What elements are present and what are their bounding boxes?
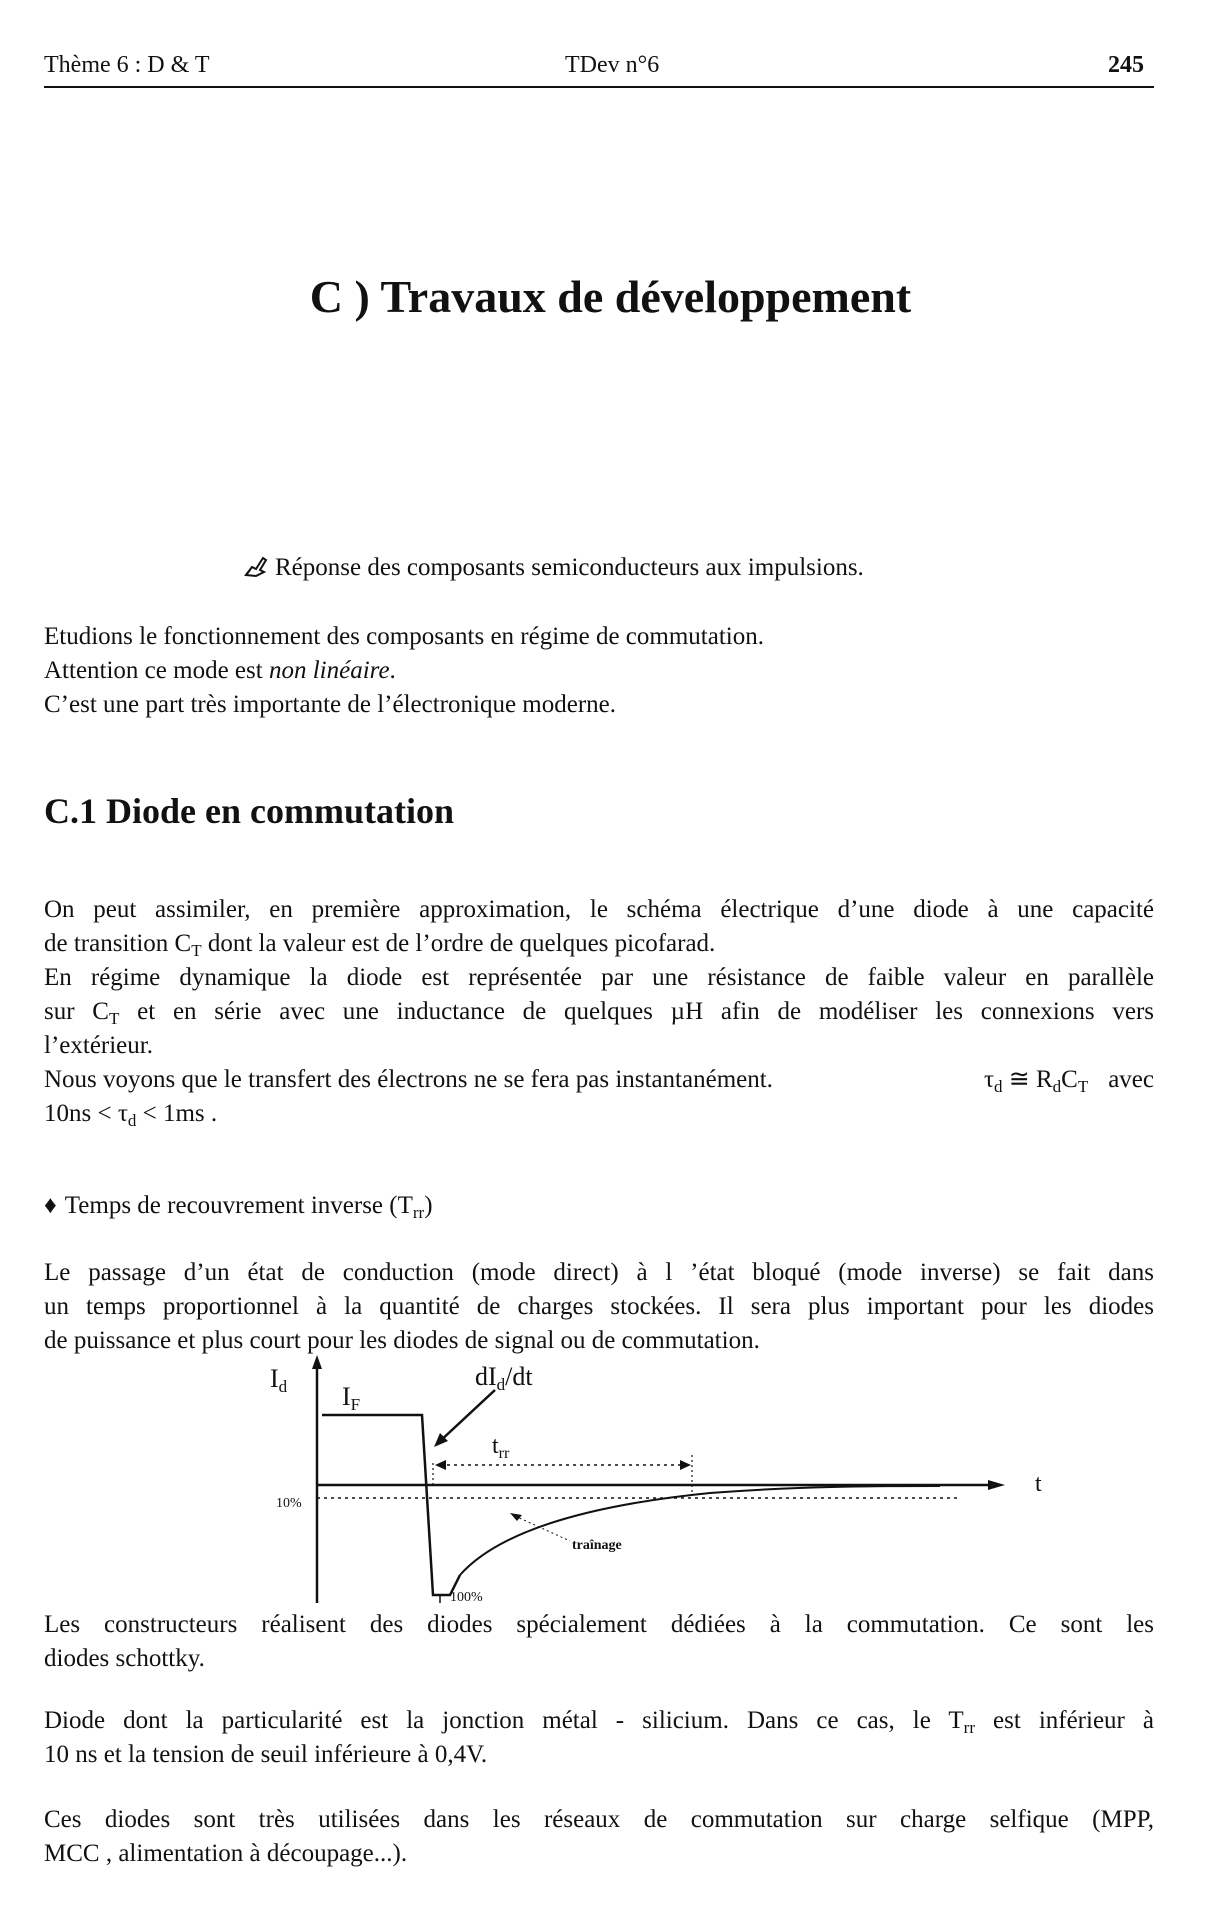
reverse-recovery-diagram	[260, 1355, 1060, 1605]
section-p3-b-sub: d	[127, 1111, 137, 1131]
intro-line-3: C’est une part très importante de l’électronique moderne.	[44, 691, 617, 718]
if-label: IF	[342, 1382, 361, 1414]
slope-arrow	[438, 1390, 495, 1443]
trr-heading-close: )	[424, 1192, 433, 1219]
section-p3-avec: avec	[1108, 1066, 1154, 1093]
section-p3-b1: 10ns < τ	[44, 1100, 128, 1127]
section-p2-sub: T	[109, 1009, 120, 1029]
section-p3-f3: C	[1061, 1066, 1078, 1093]
intro-heading	[243, 551, 864, 585]
header-center: TDev n°6	[565, 52, 660, 78]
schottky-p1-line-a: Les constructeurs réalisent des diodes spécialement dédiées à la commutation. Ce sont les	[44, 1611, 1154, 1638]
section-p2-line-b	[44, 995, 1154, 1029]
trr-label: $t_{rr}$	[492, 1433, 510, 1462]
x-axis-arrow	[988, 1480, 1005, 1490]
schottky-p2-a2: est inférieur à	[975, 1707, 1154, 1734]
level-10-label: 10%	[276, 1496, 302, 1511]
section-p2-b2: et en série avec une inductance de quelques µH afin de modéliser les connexions vers	[119, 998, 1155, 1025]
intro-line-2-prefix: Attention ce mode est	[44, 657, 269, 684]
trr-heading	[44, 1189, 433, 1223]
section-p3-line-b	[44, 1097, 1154, 1131]
schottky-p1	[44, 1608, 1154, 1676]
schottky-p2-a1: Diode dont la particularité est la jonction métal - silicium. Dans ce cas, le T	[44, 1707, 964, 1734]
section-heading: C.1 Diode en commutation	[44, 791, 454, 831]
trr-heading-sub: rr	[412, 1203, 425, 1223]
schottky-p1-line-b: diodes schottky.	[44, 1645, 205, 1672]
intro-line-1: Etudions le fonctionnement des composants en régime de commutation.	[44, 623, 764, 650]
section-p3-f2-sub: d	[1052, 1077, 1062, 1097]
page-number: 245	[1108, 52, 1144, 78]
bullet-diamond-icon: ♦	[44, 1192, 57, 1219]
y-axis-label: Id	[270, 1364, 288, 1396]
trr-arrow-right	[680, 1460, 691, 1470]
section-p3-a: Nous voyons que le transfert des électrons ne se fera pas instantanément.	[44, 1066, 773, 1093]
schottky-p2-sub: rr	[963, 1718, 975, 1738]
trr-line-a: Le passage d’un état de conduction (mode direct) à l ’état bloqué (mode inverse) se fait dans	[44, 1259, 1154, 1286]
section-p3-f3-sub: T	[1077, 1077, 1089, 1097]
schottky-p2-line-a	[44, 1704, 1154, 1738]
trr-paragraph	[44, 1256, 1154, 1358]
section-p1-line-b	[44, 927, 1154, 961]
section-p3-f1-sub: d	[994, 1077, 1003, 1097]
slope-label: dId/dt	[475, 1362, 533, 1394]
section-p2-line-c: l’extérieur.	[44, 1032, 153, 1059]
trr-line-c: de puissance et plus court pour les diodes de signal ou de commutation.	[44, 1327, 760, 1354]
section-p2-b1: sur C	[44, 998, 109, 1025]
page-title: C ) Travaux de développement	[309, 271, 912, 322]
trr-arrow-left	[435, 1460, 446, 1470]
section-p1-line-a: On peut assimiler, en première approximation, le schéma électrique d’une diode à une capacité	[44, 896, 1154, 923]
section-p1-sub: T	[191, 941, 202, 961]
level-100-label: 100%	[450, 1590, 483, 1605]
tail-pointer-head	[510, 1513, 522, 1521]
pointing-hand-icon	[243, 554, 269, 578]
section-p1-b2: dont la valeur est de l’ordre de quelques picofarad.	[201, 930, 716, 957]
section-p3-b2: < 1ms .	[136, 1100, 218, 1127]
schottky-p2	[44, 1704, 1154, 1772]
trr-heading-text: Temps de recouvrement inverse (T	[64, 1192, 413, 1219]
recovery-tail-curve	[460, 1486, 940, 1575]
intro-line-2-emphasis: non linéaire	[268, 657, 390, 684]
header-left: Thème 6 : D & T	[44, 52, 210, 78]
section-p2-line-a: En régime dynamique la diode est représentée par une résistance de faible valeur en parallèle	[44, 964, 1154, 991]
section-p3-f2: ≅ R	[1002, 1066, 1053, 1093]
schottky-p3	[44, 1803, 1154, 1871]
section-p3-f1: τ	[983, 1066, 994, 1093]
section-p3-formula	[984, 1063, 1088, 1097]
section-paragraph	[44, 893, 1154, 1131]
section-p3-line-a	[44, 1063, 1154, 1097]
intro-line-2-suffix: .	[389, 657, 396, 684]
header-rule	[44, 86, 1154, 88]
schottky-p3-line-a: Ces diodes sont très utilisées dans les réseaux de commutation sur charge selfique (MPP,	[44, 1806, 1154, 1833]
x-axis-label: t	[1035, 1471, 1042, 1497]
y-axis-arrow	[312, 1355, 322, 1369]
schottky-p3-line-b: MCC , alimentation à découpage...).	[44, 1840, 408, 1867]
tail-label: traînage	[572, 1538, 622, 1553]
intro-heading-text: Réponse des composants semiconducteurs aux impulsions.	[275, 554, 864, 581]
intro-line-2	[44, 654, 396, 688]
schottky-p2-line-b: 10 ns et la tension de seuil inférieure à 0,4V.	[44, 1741, 488, 1768]
trr-line-b: un temps proportionnel à la quantité de charges stockées. Il sera plus important pour les diodes	[44, 1293, 1154, 1320]
section-p1-b1: de transition C	[44, 930, 192, 957]
